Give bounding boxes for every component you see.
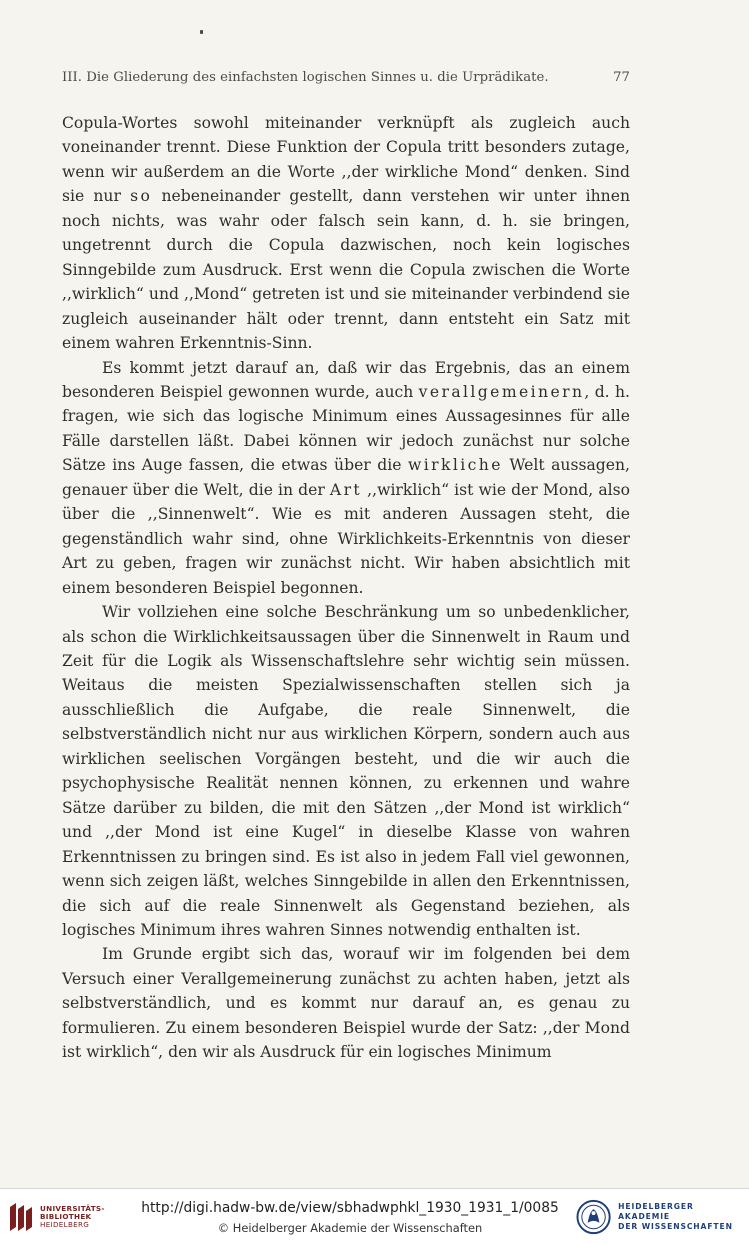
- spaced-emphasis: wirkliche: [408, 456, 503, 475]
- text-run: ,,wirklich“ ist wie der Mond, also über die ,,Sinnenwelt“. Wie es mit anderen Aussagen steht, die gegenständlich wahr sind, ohne Wirklichkeits-Erkenntnis von dieser Art zu geben, fragen wir zunächst nicht. Wir haben absichtlich mit einem besonderen Beispiel begonnen.: [62, 480, 630, 597]
- academy-line-2: DER WISSENSCHAFTEN: [618, 1222, 733, 1231]
- paragraph-4: [62, 942, 630, 1064]
- text-run: Es kommt jetzt darauf an, daß wir das Ergebnis, das an einem besonderen Beispiel gewonnen wurde, auch: [62, 358, 630, 401]
- library-line-2: BIBLIOTHEK: [40, 1211, 92, 1221]
- page-number: 77: [613, 70, 630, 85]
- text-run: nebeneinander gestellt, dann verstehen wir unter ihnen noch nichts, was wahr oder falsch sein kann, d. h. sie bringen, ungetrennt durch die Copula dazwischen, noch kein logisches Sinngebilde zum Ausdruck. Erst wenn die Copula zwischen die Worte ,,wirklich“ und ,,Mond“ getreten ist und sie miteinander verbindend sie zugleich auseinander hält oder trennt, dann entsteht ein Satz mit einem wahren Erkenntnis-Sinn.: [62, 187, 630, 353]
- academy-logo[interactable]: [576, 1197, 746, 1237]
- academy-seal-icon: [576, 1199, 611, 1235]
- text-run: Wir vollziehen eine solche Beschränkung um so unbedenklicher, als schon die Wirklichkeitsaussagen über die Sinnenwelt in Raum und Zeit für die Logik als Wissenschaftslehre sehr wichtig sein müssen. Weitaus die meisten Spezialwissenschaften stellen sich ja ausschließlich die Aufgabe, die reale Sinnenwelt, die selbstverständlich nicht nur aus wirklichen Körpern, sondern auch aus wirklichen seelischen Vorgängen besteht, und die wir auch die psychophysische Realität nennen können, zu erkennen und wahre Sätze darüber zu bilden, die mit den Sätzen ,,der Mond ist wirklich“ und ,,der Mond ist eine Kugel“ in dieselbe Klasse von wahren Erkenntnissen zu bringen sind. Es ist also in jedem Fall viel gewonnen, wenn sich zeigen läßt, welches Sinngebilde in allen den Erkenntnissen, die sich auf die reale Sinnenwelt als Gegenstand beziehen, als logisches Minimum ihres wahren Sinnes notwendig enthalten ist.: [62, 603, 630, 939]
- library-line-3: HEIDELBERG: [40, 1220, 90, 1230]
- text-run: , d. h. fragen, wie sich das logische Minimum eines Aussagesinnes für alle Fälle darstellen läßt. Dabei können wir jedoch zunächst nur solche Sätze ins Auge fassen, die etwas über die: [62, 382, 630, 475]
- academy-line-1: HEIDELBERGER AKADEMIE: [618, 1202, 694, 1221]
- running-head: [62, 70, 630, 85]
- academy-name: [618, 1202, 746, 1232]
- library-emblem-icon: [8, 1201, 34, 1233]
- copyright-notice: © Heidelberger Akademie der Wissenschaften: [217, 1221, 483, 1235]
- permalink-url[interactable]: http://digi.hadw-bw.de/view/sbhadwphkl_1930_1931_1/0085: [141, 1200, 559, 1216]
- spaced-emphasis: Art: [329, 480, 363, 499]
- text-run: Welt aussagen, genauer über die Welt, die in der: [62, 456, 630, 499]
- body-text: [62, 111, 630, 1065]
- library-line-1: UNIVERSITÄTS-: [40, 1203, 105, 1213]
- scan-speck: [200, 30, 203, 34]
- spaced-emphasis: verallgemeinern: [418, 382, 585, 401]
- paragraph-2: [62, 356, 630, 601]
- library-name: [40, 1205, 105, 1230]
- text-run: Copula-Wortes sowohl miteinander verknüpft als zugleich auch voneinander trennt. Diese Funktion der Copula tritt besonders zutage, wenn wir außerdem an die Worte ,,der wirkliche Mond“ denken. Sind sie nur: [62, 114, 630, 206]
- running-title: III. Die Gliederung des einfachsten logischen Sinnes u. die Urprädikate.: [62, 70, 549, 85]
- paragraph-3: [62, 600, 630, 942]
- text-run: Im Grunde ergibt sich das, worauf wir im folgenden bei dem Versuch einer Verallgemeinerung zunächst zu achten haben, jetzt als selbstverständlich, und es kommt nur darauf an, es genau zu formulieren. Zu einem besonderen Beispiel wurde der Satz: ,,der Mond ist wirklich“, den wir als Ausdruck für ein logisches Minimum: [62, 945, 630, 1062]
- spaced-emphasis: so: [130, 187, 153, 206]
- paragraph-1: [62, 111, 630, 356]
- footer-bar: [0, 1188, 749, 1243]
